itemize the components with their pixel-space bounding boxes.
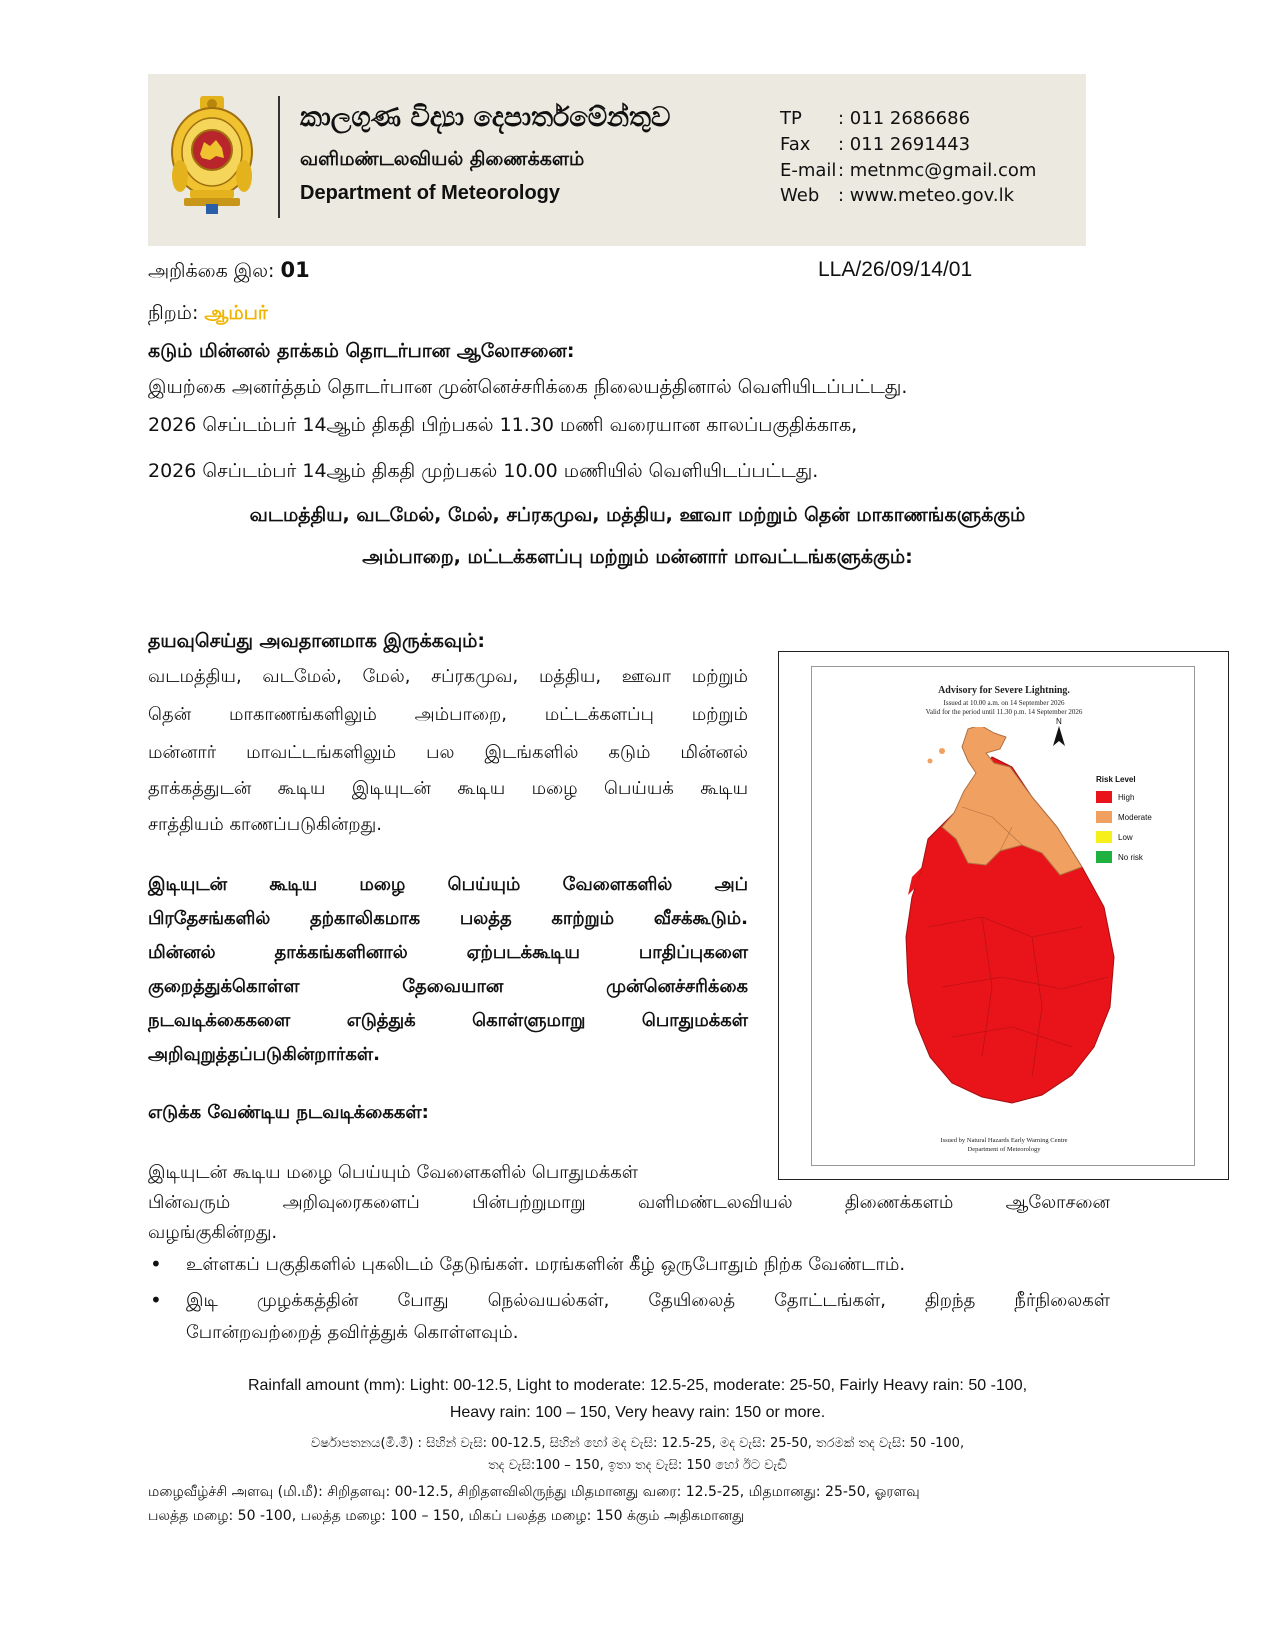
legend-label-moderate: Moderate <box>1118 813 1152 822</box>
para2-line: பிரதேசங்களில் தற்காலிகமாக பலத்த காற்றும் வீசக்கூடும். <box>148 908 748 929</box>
rainfall-ta-line-1: மழைவீழ்ச்சி அளவு (மி.மீ): சிறிதளவு: 00-12.5, சிறிதளவிலிருந்து மிதமானது வரை: 12.5-25, மிதமானது: 25-50, ஓரளவு <box>148 1484 920 1500</box>
rainfall-en-line-2: Heavy rain: 100 – 150, Very heavy rain: 150 or more. <box>449 1404 826 1421</box>
contact-label-web: Web <box>780 185 820 206</box>
rainfall-ta-line-2: பலத்த மழை: 50 -100, பலத்த மழை: 100 – 150, மிகப் பலத்த மழை: 150 க்கும் அதிகமானது <box>148 1508 745 1524</box>
para1-line: தாக்கத்துடன் கூடிய இடியுடன் கூடிய மழை பெய்யக் கூடிய <box>148 778 748 799</box>
para1-line: சாத்தியம் காணப்படுகின்றது. <box>148 814 382 835</box>
bullet-icon: • <box>150 1252 162 1276</box>
notice-reference: LLA/26/09/14/01 <box>818 258 973 281</box>
lightning-risk-map <box>778 651 1229 1180</box>
sri-lanka-map-shape <box>882 727 1122 1137</box>
map-north-label: N <box>1056 717 1062 726</box>
para2-line: குறைத்துக்கொள்ள தேவையான முன்னெச்சரிக்கை <box>148 976 748 997</box>
map-footer-1: Issued by Natural Hazards Early Warning Centre <box>940 1137 1068 1144</box>
para3-line: பின்வரும் அறிவுரைகளைப் பின்பற்றுமாறு வளிமண்டலவியல் திணைக்களம் ஆலோசனை <box>148 1192 1110 1213</box>
issued-at: 2026 செப்டம்பர் 14ஆம் திகதி முற்பகல் 10.00 மணியில் வெளியிடப்பட்டது. <box>148 460 819 482</box>
bullet-icon: • <box>150 1288 162 1312</box>
org-name-tamil: வளிமண்டலவியல் திணைக்களம் <box>300 148 585 170</box>
contact-label-fax: Fax <box>780 134 811 155</box>
para2-line: மின்னல் தாக்கங்களினால் ஏற்படக்கூடிய பாதிப்புகளை <box>148 942 748 963</box>
header-divider <box>278 96 280 218</box>
para1-line: தென் மாகாணங்களிலும் அம்பாறை, மட்டக்களப்பு மற்றும் <box>148 704 748 725</box>
notice-number-value: 01 <box>280 258 310 282</box>
map-frame <box>811 666 1195 1166</box>
rainfall-si-line-1: වර්ෂාපතනය(මි.මී) : සිහින් වැසි: 00-12.5, සිහින් හෝ මද වැසි: 12.5-25, මද වැසි: 25-50, තරමක් තද වැසි: 50 -100, <box>310 1436 965 1451</box>
legend-label-high: High <box>1118 793 1135 802</box>
areas-line-2: அம்பாறை, மட்டக்களப்பு மற்றும் மன்னார் மாவட்டங்களுக்கும்: <box>362 546 913 568</box>
bullet-item-2-line-2: போன்றவற்றைத் தவிர்த்துக் கொள்ளவும். <box>186 1322 519 1343</box>
bullet-item-2-line-1: இடி முழக்கத்தின் போது நெல்வயல்கள், தேயிலைத் தோட்டங்கள், திறந்த நீர்நிலைகள் <box>186 1290 1110 1311</box>
notice-colour-label: நிறம்: <box>148 302 199 324</box>
contact-value-tp: : 011 2686686 <box>838 108 971 129</box>
para3-line: வழங்குகின்றது. <box>148 1222 278 1243</box>
notice-number <box>148 258 310 285</box>
valid-until: 2026 செப்டம்பர் 14ஆம் திகதி பிற்பகல் 11.30 மணி வரையான காலப்பகுதிக்காக, <box>148 414 858 436</box>
legend-label-low: Low <box>1118 833 1133 842</box>
contact-value-fax: : 011 2691443 <box>838 134 971 155</box>
para2-line: அறிவுறுத்தப்படுகின்றார்கள். <box>148 1044 380 1065</box>
org-name-english: Department of Meteorology <box>300 182 561 204</box>
map-footer-2: Department of Meteorology <box>967 1146 1041 1153</box>
sri-lanka-emblem-icon <box>170 96 254 214</box>
legend-label-no-risk: No risk <box>1118 853 1143 862</box>
contact-value-web: : www.meteo.gov.lk <box>838 185 1015 206</box>
contact-label-email: E-mail <box>780 160 837 181</box>
attention-heading: தயவுசெய்து அவதானமாக இருக்கவும்: <box>148 630 486 652</box>
letterhead <box>148 74 1086 246</box>
map-issued-line: Issued at 10.00 a.m. on 14 September 2026 <box>943 699 1065 707</box>
org-name-sinhala: කාලගුණ විද්‍යා දෙපාර්තමේන්තුව <box>300 102 671 133</box>
notice-colour <box>148 302 268 327</box>
para2-line: நடவடிக்கைகளை எடுத்துக் கொள்ளுமாறு பொதுமக்கள் <box>148 1010 748 1031</box>
para1-line: மன்னார் மாவட்டங்களிலும் பல இடங்களில் கடும் மின்னல் <box>148 742 748 763</box>
rainfall-en-line-1: Rainfall amount (mm): Light: 00-12.5, Light to moderate: 12.5-25, moderate: 25-50, Fairly Heavy rain: 50 -100, <box>247 1377 1028 1394</box>
contact-value-email: : metnmc@gmail.com <box>838 160 1037 181</box>
map-valid-line: Valid for the period until 11.30 p.m. 14 September 2026 <box>925 708 1083 716</box>
advisory-title: கடும் மின்னல் தாக்கம் தொடர்பான ஆலோசனை: <box>148 340 575 362</box>
para1-line: வடமத்திய, வடமேல், மேல், சப்ரகமுவ, மத்திய, ஊவா மற்றும் <box>148 666 748 687</box>
contact-label-tp: TP <box>780 108 802 129</box>
areas-line-1: வடமத்திய, வடமேல், மேல், சப்ரகமுவ, மத்திய, ஊவா மற்றும் தென் மாகாணங்களுக்கும் <box>249 504 1026 526</box>
para2-line: இடியுடன் கூடிய மழை பெய்யும் வேளைகளில் அப் <box>148 874 748 895</box>
actions-heading: எடுக்க வேண்டிய நடவடிக்கைகள்: <box>148 1102 429 1123</box>
para3-line: இடியுடன் கூடிய மழை பெய்யும் வேளைகளில் பொதுமக்கள் <box>148 1162 639 1183</box>
issued-by: இயற்கை அனர்த்தம் தொடர்பான முன்னெச்சரிக்கை நிலையத்தினால் வெளியிடப்பட்டது. <box>148 376 908 398</box>
map-title: Advisory for Severe Lightning. <box>938 685 1070 696</box>
notice-colour-value: ஆம்பர் <box>204 302 268 324</box>
bullet-item-1: உள்ளகப் பகுதிகளில் புகலிடம் தேடுங்கள். மரங்களின் கீழ் ஒருபோதும் நிற்க வேண்டாம். <box>186 1254 906 1275</box>
notice-number-label: அறிக்கை இல: <box>148 260 275 282</box>
rainfall-si-line-2: තද වැසි:100 – 150, ඉතා තද වැසි: 150 හෝ ඊට වැඩි <box>488 1458 787 1473</box>
map-legend-title: Risk Level <box>1096 775 1136 784</box>
